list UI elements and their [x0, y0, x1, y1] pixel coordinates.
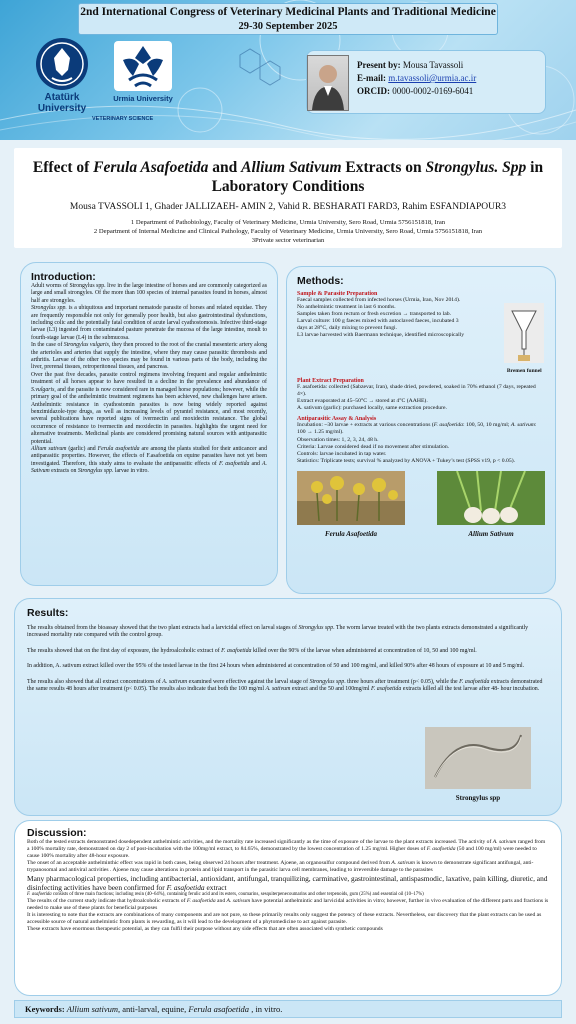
methods-section-1-text [297, 287, 500, 374]
affiliations [14, 218, 562, 245]
method-line: A. sativum (garlic): purchased locally, same extraction procedure. [297, 405, 447, 412]
email-label: E-mail: [357, 73, 386, 83]
allium-caption: Allium Sativum [468, 529, 514, 538]
intro-text: , they then proceed to the root of the cranial mesenteric artery along the arterioles and arteries that supply the intestine, where they may cause parasitic thrombosis and arthritis. Larvae of the other two species may be found in various parts of the body, including the liver, prerenal tissues, retroperitoneal tissues, and pancreas. [31, 342, 267, 371]
orcid-value: 0000-0002-0169-6041 [392, 86, 474, 96]
keyword: , in vitro. [249, 1004, 283, 1014]
intro-text: . larvae in vitro. [111, 468, 149, 475]
ferula-plant-photo [297, 471, 405, 525]
sample-preparation-body [297, 297, 500, 340]
vet-science-label: VETERINARY SCIENCE [92, 116, 154, 122]
baermann-funnel-icon [504, 303, 544, 363]
title-text: Effect of [32, 159, 94, 176]
ataturk-logo-name: Atatürk University [37, 92, 87, 114]
species-name: Strongylus spp [309, 678, 345, 685]
allium-plant-photo [437, 471, 545, 525]
species-name: A. sativum [510, 422, 535, 429]
method-text: : 100 → 1.25 mg/ml). [297, 422, 537, 436]
intro-paragraph [31, 372, 267, 446]
intro-paragraph [31, 342, 267, 372]
species-name: Strongylus vulgaris [63, 342, 109, 349]
urmia-university-logo [104, 40, 182, 120]
extract-preparation-heading: Plant Extract Preparation [297, 378, 364, 384]
discussion-text: ranged from a 100% mortality rate, demonstrated on day 2 of post-incubation with the 100mg/ml extract, to 84.65%, demonstrated by the lowest concentration of 1.25 mg/ml. Higher doses of [27, 839, 546, 852]
baermann-caption: Bremen funnel [506, 368, 542, 374]
species-name: Allium sativum [31, 445, 67, 452]
discussion-text: Many pharmacological properties, including antibacterial, antioxidant, antifungal, tranquilizing, carminative, gastrointestinal, antispasmodic, laxative, pain killing, diuretic, and disinfecting activities have been confirmed for [27, 874, 548, 892]
extract-preparation-body [297, 384, 545, 412]
intro-text: is a ubiquitous and important nematode parasite of horses and related equidae. They are frequently responsible not only for generally poor health, but also gastrointestinal dysfunctions, including colic and the potentially fatal condition of acute larval cyathostomosis. Infective third-stage larvae (L3) ingested from contaminated pasture penetrate the mucosa of the large intestine, moult to fourth-stage larvae (L4) in the submucosa. [31, 305, 267, 341]
results-text: The results also showed that all extract concentrations of [27, 678, 163, 685]
species-name: A. sativum [492, 839, 517, 845]
assay-body [297, 422, 545, 465]
species-name: F. asafoetida [166, 883, 205, 892]
method-text: Incubation: ~30 larvae + extracts at various concentrations ( [297, 422, 434, 429]
introduction-panel [20, 262, 278, 586]
species-name: S.vulgaris [31, 386, 55, 393]
species-name: Strongylus spp [298, 625, 334, 631]
species-name: A. sativum [265, 686, 291, 693]
presenter-photo [307, 55, 349, 111]
intro-paragraph [31, 305, 267, 342]
species-name: F. asafoetida [426, 846, 456, 852]
discussion-paragraph: These extracts have enormous therapeutic potential, as they can fulfil their purpose without any side effects that are often associated with synthetic compounds [27, 926, 383, 932]
method-line: Larval culture: 100 g faeces mixed with autoclaved faeces, incubated 3 [297, 318, 459, 325]
assay-heading: Antiparasitic Assay & Analysis [297, 416, 377, 423]
intro-paragraph: Adult worms of Strongylus spp. live in the large intestine of horses and are commonly categorized as large and small strongyles. Of the more than 100 species of internal parasites found in horses, almost half are strongyles. [31, 283, 267, 304]
keywords-label: Keywords: [25, 1004, 65, 1014]
species-name: Strongylus spp. [31, 305, 67, 312]
keyword: Allium sativum [66, 1004, 119, 1014]
results-text: . The worm larvae treated with the two plants extracts demonstrated a significantly increased mortality rate compared with the control group. [27, 625, 529, 639]
presenter-card [306, 50, 546, 114]
method-line: Extract evaporated at 45–50°C → stored at 4°C (AAHE). [297, 398, 428, 405]
results-paragraph [27, 679, 549, 694]
discussion-text: The onset of an acceptable anthelminthic effect was rapid in both cases, being observed 24 hours after treatment. Ajoene, an organosulfur compound derived from [27, 860, 392, 866]
discussion-paragraph [27, 874, 549, 892]
introduction-heading: Introduction: [31, 271, 96, 283]
discussion-text: (50 and 100 mg/ml) were needed to cause 100% mortality after 48-hour exposure. [27, 846, 537, 859]
title-species-ferula: Ferula Asafoetida [93, 159, 209, 176]
discussion-text: is known to demonstrate significant antifungal, anti-trypanosomal and antiviral activities . Ajoene may cause alterations in protein and lipid transport in the parasitic larva cell membranes, leading to irreversible damage to the parasites [27, 860, 534, 873]
header-banner [0, 0, 576, 140]
results-paragraph [27, 648, 549, 655]
discussion-body [27, 839, 549, 933]
discussion-paragraph [27, 898, 549, 912]
affiliation-3: 3Private sector veterinarian [251, 237, 325, 244]
species-name: F. asafoetida [459, 678, 490, 685]
results-body [27, 625, 549, 693]
discussion-text: The results of the current study indicate that hydroalcoholic extracts of [27, 898, 187, 904]
species-name: A. sativum [162, 678, 188, 685]
method-line: Statistics: Triplicate tests; survival % analyzed by ANOVA + Tukey’s test (SPSS v19, p < 0.05). [297, 457, 516, 464]
orcid-label: ORCID: [357, 86, 390, 96]
results-text: examined were effective against the larval stage of [187, 678, 310, 685]
allium-photo-figure [437, 471, 545, 538]
intro-text: and [249, 460, 262, 467]
discussion-paragraph: It is interesting to note that the extracts are combinations of many components and are not pure, so these primarily results only suggest the potency of these extracts. Nevertheless, our discovery that the plant extracts can be used as accessible source of natural anthelmintic from plants is rewarding, as it will lead to the development of a phytomedicine to act against parasite. [27, 912, 542, 925]
discussion-text: consists of three main fractions; including resin (40–64%), containing ferulic acid and its esters, coumarins, sesquiterpenecoumarins and other terpenoids, gum (25%) and essential oil (10–17%) [51, 892, 424, 897]
ataturk-university-logo-icon [34, 36, 90, 92]
title-text: Extracts on [341, 159, 426, 176]
results-text: killed over the 90% of the larvae when administered at concentration of 10, 50 and 100 mg/ml. [251, 647, 477, 654]
results-text: The results obtained from the bioassay showed that the two plant extracts had a larvicidal effect on larval stages of [27, 625, 299, 631]
authors: Mousa TVASSOLI 1, Ghader JALLIZAEH- AMIN 2, Vahid R. BESHARATI FARD3, Rahim ESFANDIAPOUR3 [69, 202, 507, 212]
results-text: . three hours after treatment (p< 0.05), while the [344, 678, 460, 685]
title-species-allium: Allium Sativum [241, 159, 342, 176]
strongylus-caption: Strongylus spp [455, 794, 501, 802]
discussion-panel [14, 820, 562, 996]
discussion-text: have potential anthelmintic and larvicidal activities in vitro; however, further in vivo evaluation of the different parts and fractions is needed to make use of these plants for beneficial purposes [27, 898, 549, 911]
results-text: The results showed that on the first day of exposure, the hydroalcoholic extract of [27, 647, 222, 654]
presenter-details [357, 59, 547, 98]
discussion-text: extract [204, 883, 227, 892]
method-line: Observation times: 1, 2, 3, 24, 48 h. [297, 436, 379, 443]
methods-panel [286, 266, 556, 594]
method-line: Controls: larvae incubated in tap water. [297, 450, 387, 457]
present-by-label: Present by: [357, 60, 401, 70]
intro-text: extracts on [49, 468, 78, 475]
intro-text: In the case of [31, 342, 64, 349]
results-paragraph [27, 625, 549, 640]
keywords-bar [14, 1000, 562, 1018]
plant-photos [297, 471, 545, 538]
intro-text: Over the past five decades, parasite control regimens involving frequent and regular anthelmintic treatment of all horses appear to have resulted in a decline in the prevalence and abundance of [31, 371, 267, 386]
congress-title: 2nd International Congress of Veterinary Medicinal Plants and Traditional Medicine [80, 6, 496, 18]
discussion-paragraph [27, 839, 549, 860]
urmia-university-logo-icon [113, 40, 173, 92]
method-line: Faecal samples collected from infected horses (Urmia, Iran, Nov 2014). [297, 297, 461, 303]
species-name: A. sativum [391, 860, 415, 866]
results-text: extracts killed all the test larvae after 48- hour incubation. [401, 686, 540, 693]
methods-section-1 [297, 287, 545, 374]
method-line: Samples taken from rectum or fresh excretion → transported to lab. [297, 311, 451, 318]
discussion-text: and [215, 898, 227, 904]
species-name: A. sativum [226, 898, 251, 904]
results-text: extracts demonstrated the same results 48 hours after treatment (p< 0.05). The results also indicate that both the 100 mg/ml [27, 678, 543, 693]
method-line [297, 422, 545, 436]
discussion-paragraph [27, 860, 549, 874]
method-line: No anthelmintic treatment in last 6 months. [297, 304, 396, 311]
method-line: Criteria: Larvae considered dead if no movement after stimulation. [297, 443, 450, 450]
intro-text: (garlic) and [66, 445, 98, 452]
species-name: F. asafoetida [218, 460, 250, 467]
intro-text: are among the plants studied for their anticancer and antiparasitic properties. However, the effects of F.asafoetida on equine parasites have not yet been investigated. Therefore, this study aims to evaluate the antiparasitic effects of [31, 445, 267, 467]
species-name: F. asafoetida [371, 686, 402, 693]
keyword: , anti-larval, equine, [118, 1004, 189, 1014]
intro-text: , and the parasite is now considered rare in managed horse populations; however, while the primary goal of the anthelmintic treatment regimens has been achieved, new challenges have arisen. Anthelmintic resistance in cyathostomin parasites is now being widely reported against benzimidazole-type drugs, as well as increasing levels of pyrantel resistance, and most recently, several publications have reported signs of ivermectin and moxidectin resistance. The global occurrence of resistance to ivermectin and moxidectin in parasites. highlights the urgent need for alternative treatments. Medicinal plants are considered promising natural sources with antiparasitic potential. [31, 386, 267, 445]
method-line: F. asafoetida: collected (Sabzevar, Iran), shade dried, powdered, soaked in 70% ethanol (7 days, repeated 4×). [297, 384, 536, 398]
results-paragraph: In addition, A. sativum extract killed over the 95% of the tested larvae in the first 24 hours when administered at concentration of 50 and 100 mg/ml, and killed 90% after 48 hours of exposure at 10 and 5 mg/ml. [27, 663, 525, 670]
congress-title-box [78, 3, 498, 35]
title-text: and [208, 159, 242, 176]
species-name: F. asafoetida [27, 892, 52, 897]
sample-preparation-heading: Sample & Parasite Preparation [297, 291, 378, 297]
species-name: F. asafoetida [221, 647, 252, 654]
introduction-body [31, 283, 267, 476]
intro-paragraph [31, 446, 267, 476]
species-name: F. asafoetida [186, 898, 216, 904]
email-link[interactable]: m.tavassoli@urmia.ac.ir [388, 73, 477, 83]
species-name: Ferula asafoetida [97, 445, 140, 452]
method-line: L3 larvae harvested with Baermann technique, identified microscopically [297, 332, 465, 339]
discussion-heading: Discussion: [27, 827, 87, 839]
species-name: A. Sativum [31, 460, 267, 475]
poster-title [14, 148, 562, 196]
ferula-photo-figure [297, 471, 405, 538]
strongylus-figure [425, 727, 531, 802]
title-species-strongylus: Strongylus. Spp [425, 159, 527, 176]
results-text: extract and the 50 and 100mg/ml [290, 686, 371, 693]
strongylus-larva-photo [425, 727, 531, 789]
urmia-logo-name: Urmia University [113, 94, 173, 103]
ferula-caption: Ferula Asafoetida [324, 529, 378, 538]
species-name: F. asafoetida [433, 422, 464, 429]
title-text: in Laboratory Conditions [211, 159, 544, 195]
congress-date: 29-30 September 2025 [238, 21, 338, 32]
species-name: Strongylus spp [77, 468, 112, 475]
method-line: days at 28°C, daily mixing to prevent fungi. [297, 325, 398, 332]
results-panel [14, 598, 562, 816]
ataturk-university-logo [24, 36, 100, 116]
presenter-silhouette-icon [308, 56, 348, 110]
method-text: : 100, 50, 10 mg/ml; [463, 422, 511, 429]
methods-heading: Methods: [297, 275, 344, 287]
presenter-name: Mousa Tavassoli [402, 60, 464, 70]
results-heading: Results: [27, 607, 69, 619]
affiliation-1: 1 Department of Pathobiology, Faculty of Veterinary Medicine, Urmia University, Sero Road, Urmia 5756151818, Iran [130, 219, 446, 226]
affiliation-2: 2 Department of Internal Medicine and Clinical Pathology, Faculty of Veterinary Medicine, Urmia University, Sero Road, Urmia 5756151818, Iran [93, 228, 483, 235]
keyword: Ferula asafoetida [188, 1004, 250, 1014]
discussion-text: Both of the tested extracts demonstrated dosedependent anthelmintic activities, and the mortality rate increased significantly as the time of exposure of the larvae to the plant extracts increased. The activity of [27, 839, 493, 845]
title-block [14, 148, 562, 248]
baermann-figure [504, 303, 545, 374]
